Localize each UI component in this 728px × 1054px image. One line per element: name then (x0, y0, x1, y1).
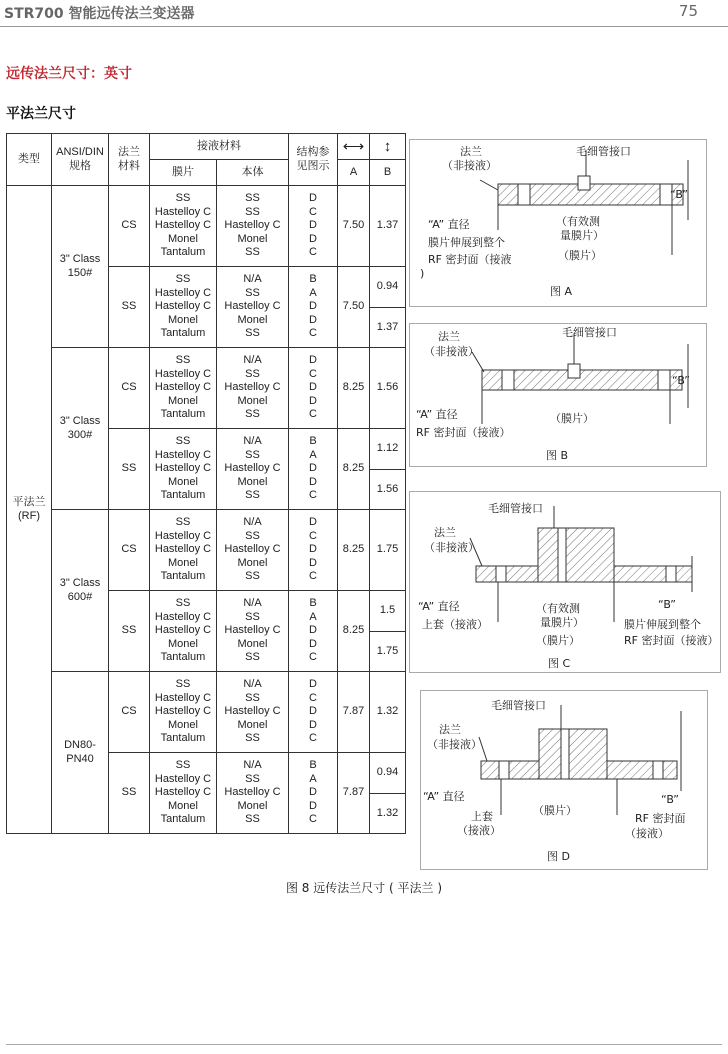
figure-ref-cell: D C D D C (289, 186, 338, 267)
dim-a-cell: 8.25 (338, 591, 370, 672)
flange-material-cell: CS (109, 186, 150, 267)
header-figure-ref: 结构参 见图示 (289, 134, 338, 186)
fig-c-diaphragm: （膜片） (536, 634, 580, 647)
fig-b-a-label: “A” 直径 (416, 408, 458, 421)
fig-a-capillary: 毛细管接口 (576, 145, 631, 158)
fig-d-b-label: “B” (661, 793, 680, 806)
figure-ref-cell: B A D D C (289, 591, 338, 672)
body-cell: N/A SS Hastelloy C Monel SS (217, 348, 289, 429)
diaphragm-cell: SS Hastelloy C Hastelloy C Monel Tantalum (150, 348, 217, 429)
section-title: 远传法兰尺寸：英寸 (6, 66, 132, 82)
fig-d-caption: 图 D (547, 850, 570, 863)
fig-b-caption: 图 B (546, 449, 569, 462)
footer-divider (6, 1044, 722, 1045)
fig-c-rf-face: RF 密封面（接液） (624, 634, 719, 647)
fig-c-effective2: 量膜片） (540, 616, 584, 629)
figure-ref-cell: D C D D C (289, 510, 338, 591)
fig-c-flange: 法兰 (434, 526, 456, 539)
fig-b-capillary: 毛细管接口 (562, 326, 617, 339)
header-title: STR700 智能远传法兰变送器 (4, 6, 195, 22)
header-divider (0, 26, 728, 27)
dim-b-cell: 1.75 (370, 631, 406, 672)
fig-a-b-label: “B” (670, 188, 689, 201)
header-body: 本体 (217, 160, 289, 186)
flange-material-cell: CS (109, 348, 150, 429)
fig-c-upper-sleeve: 上套（接液） (422, 618, 488, 631)
fig-a-diaphragm: （膜片） (558, 249, 602, 262)
dim-b-cell: 0.94 (370, 753, 406, 794)
diaphragm-cell: SS Hastelloy C Hastelloy C Monel Tantalum (150, 510, 217, 591)
flange-material-cell: SS (109, 267, 150, 348)
fig-c-effective: （有效测 (536, 602, 580, 615)
rating-cell: 3" Class 150# (52, 186, 109, 348)
diaphragm-cell: SS Hastelloy C Hastelloy C Monel Tantalum (150, 429, 217, 510)
fig-c-capillary: 毛细管接口 (488, 502, 543, 515)
figure-8-caption: 图 8 远传法兰尺寸 ( 平法兰 ) (285, 881, 443, 895)
figure-ref-cell: D C D D C (289, 348, 338, 429)
dim-a-cell: 7.50 (338, 186, 370, 267)
dim-b-cell: 1.37 (370, 307, 406, 348)
fig-a-flange-non-wetted: （非接液） (442, 159, 497, 172)
fig-d-wetted2: （接液） (625, 827, 669, 840)
figure-ref-cell: B A D D C (289, 267, 338, 348)
flange-material-cell: SS (109, 591, 150, 672)
fig-d-wetted: （接液） (457, 824, 501, 837)
body-cell: N/A SS Hastelloy C Monel SS (217, 510, 289, 591)
dim-b-cell: 1.56 (370, 469, 406, 510)
body-cell: N/A SS Hastelloy C Monel SS (217, 591, 289, 672)
fig-c-b-label: “B” (658, 598, 677, 611)
dim-b-cell: 1.56 (370, 348, 406, 429)
fig-d-rf-face: RF 密封面 (635, 812, 686, 825)
figure-ref-cell: B A D D C (289, 429, 338, 510)
fig-c-caption: 图 C (548, 657, 571, 670)
dim-b-cell: 1.32 (370, 793, 406, 834)
figure-b-panel (409, 323, 707, 467)
diaphragm-cell: SS Hastelloy C Hastelloy C Monel Tantalum (150, 186, 217, 267)
fig-a-effective: （有效测 (556, 215, 600, 228)
dim-a-cell: 7.87 (338, 753, 370, 834)
fig-b-flange-non-wetted: （非接液） (424, 345, 479, 358)
rating-cell: 3" Class 300# (52, 348, 109, 510)
fig-d-a-label: “A” 直径 (423, 790, 465, 803)
figure-ref-cell: D C D D C (289, 672, 338, 753)
type-cell: 平法兰 (RF) (7, 186, 52, 834)
dim-b-cell: 1.12 (370, 429, 406, 470)
fig-d-diaphragm: （膜片） (533, 804, 577, 817)
fig-d-flange-non-wetted: （非接液） (427, 738, 482, 751)
header-wetted-material: 接液材料 (150, 134, 289, 160)
dim-b-cell: 1.75 (370, 510, 406, 591)
fig-d-capillary: 毛细管接口 (491, 699, 546, 712)
fig-b-rf-face: RF 密封面（接液） (416, 426, 511, 439)
diaphragm-cell: SS Hastelloy C Hastelloy C Monel Tantalum (150, 753, 217, 834)
header-b: B (370, 160, 406, 186)
diaphragm-cell: SS Hastelloy C Hastelloy C Monel Tantalum (150, 267, 217, 348)
figure-a-panel (409, 139, 707, 307)
rating-cell: 3" Class 600# (52, 510, 109, 672)
header-b-arrow-icon: ↕ (370, 134, 406, 160)
fig-a-effective2: 量膜片） (560, 229, 604, 242)
header-a: A (338, 160, 370, 186)
dim-a-cell: 8.25 (338, 510, 370, 591)
fig-a-rf-face: RF 密封面（接液 (428, 253, 512, 266)
body-cell: N/A SS Hastelloy C Monel SS (217, 429, 289, 510)
body-cell: N/A SS Hastelloy C Monel SS (217, 753, 289, 834)
flange-material-cell: SS (109, 429, 150, 510)
page-number: 75 (678, 2, 698, 20)
fig-b-flange: 法兰 (438, 330, 460, 343)
figure-c-panel (409, 491, 721, 673)
rating-cell: DN80- PN40 (52, 672, 109, 834)
header-rating: ANSI/DIN 规格 (52, 134, 109, 186)
header-type: 类型 (7, 134, 52, 186)
body-cell: SS SS Hastelloy C Monel SS (217, 186, 289, 267)
fig-b-b-label: “B” (672, 374, 691, 387)
fig-c-a-label: “A” 直径 (418, 600, 460, 613)
dim-b-cell: 1.5 (370, 591, 406, 632)
dim-b-cell: 1.37 (370, 186, 406, 267)
fig-a-close-paren: ) (420, 267, 425, 280)
flange-dimension-table (6, 133, 406, 834)
diaphragm-cell: SS Hastelloy C Hastelloy C Monel Tantalum (150, 672, 217, 753)
subsection-title: 平法兰尺寸 (6, 106, 76, 122)
fig-a-a-label: “A” 直径 (428, 218, 470, 231)
fig-b-diaphragm: （膜片） (550, 412, 594, 425)
fig-a-caption: 图 A (550, 285, 573, 298)
fig-d-flange: 法兰 (439, 723, 461, 736)
dim-b-cell: 1.32 (370, 672, 406, 753)
diaphragm-cell: SS Hastelloy C Hastelloy C Monel Tantalum (150, 591, 217, 672)
dim-a-cell: 8.25 (338, 429, 370, 510)
figure-ref-cell: B A D D C (289, 753, 338, 834)
body-cell: N/A SS Hastelloy C Monel SS (217, 267, 289, 348)
dim-a-cell: 7.50 (338, 267, 370, 348)
fig-c-flange-non-wetted: （非接液） (424, 541, 479, 554)
header-flange-material: 法兰 材料 (109, 134, 150, 186)
figure-d-panel (420, 690, 708, 870)
flange-material-cell: CS (109, 510, 150, 591)
fig-a-diaphragm-ext: 膜片伸展到整个 (428, 236, 505, 249)
flange-material-cell: CS (109, 672, 150, 753)
page-header (0, 0, 728, 24)
fig-a-flange: 法兰 (460, 145, 482, 158)
fig-d-upper-sleeve: 上套 (471, 810, 493, 823)
fig-c-diaphragm-ext: 膜片伸展到整个 (624, 618, 701, 631)
header-a-arrow-icon: ⟷ (338, 134, 370, 160)
dim-a-cell: 8.25 (338, 348, 370, 429)
dim-a-cell: 7.87 (338, 672, 370, 753)
dim-b-cell: 0.94 (370, 267, 406, 308)
flange-material-cell: SS (109, 753, 150, 834)
header-diaphragm: 膜片 (150, 160, 217, 186)
body-cell: N/A SS Hastelloy C Monel SS (217, 672, 289, 753)
